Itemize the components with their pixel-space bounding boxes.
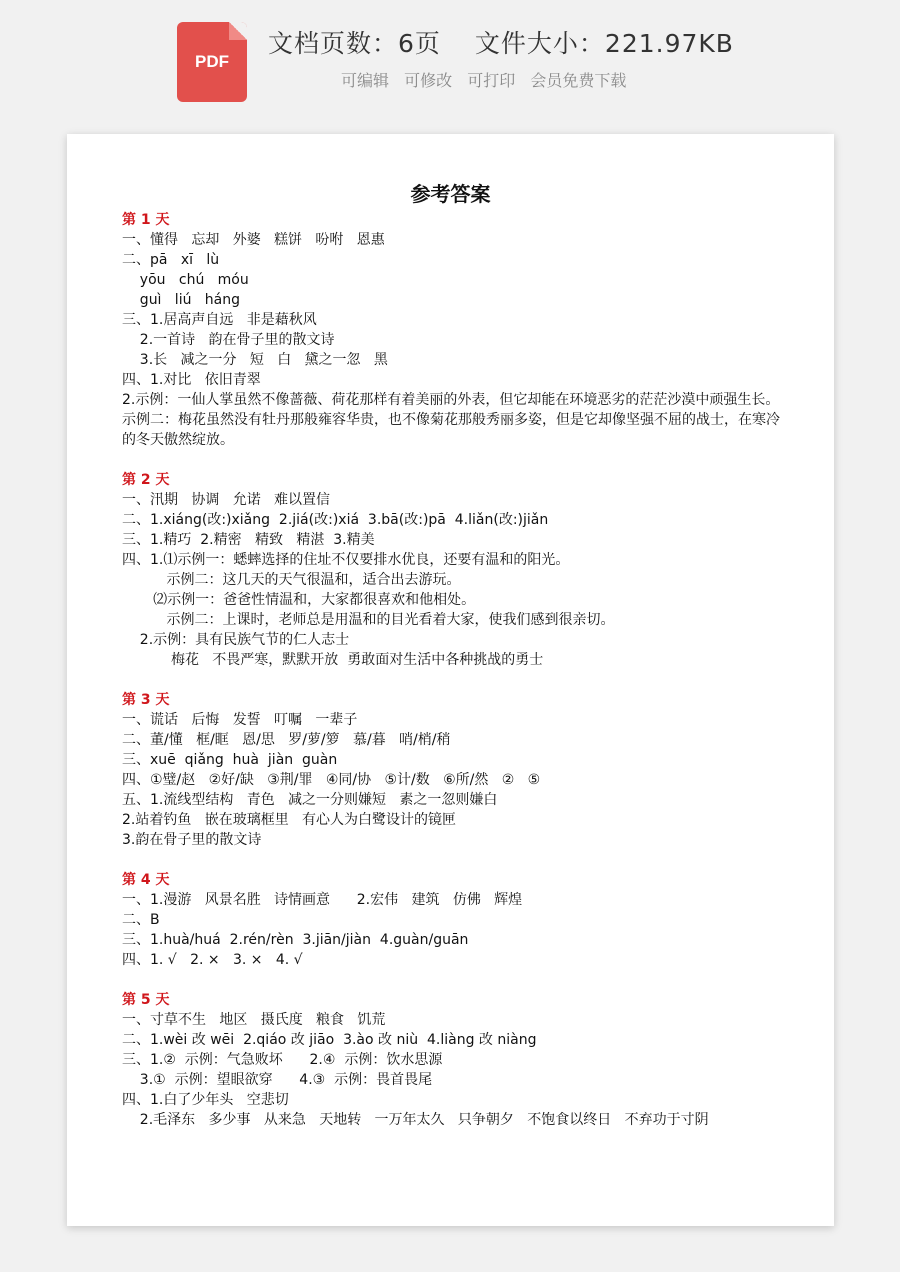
answer-line: 五、1.流线型结构 青色 减之一分则嫌短 素之一忽则嫌白 [122,792,498,808]
answer-line: 2.毛泽东 多少事 从来急 天地转 一万年太久 只争朝夕 不饱食以终日 不弃功于寸阴 [122,1112,709,1128]
section-title-day4: 第 4 天 [122,872,170,888]
answer-line: 二、董/懂 框/眶 恩/思 罗/萝/箩 慕/暮 哨/梢/稍 [122,732,451,748]
file-size: 文件大小：221.97KB [474,29,734,58]
answer-line: 3.① 示例：望眼欲穿 4.③ 示例：畏首畏尾 [122,1072,433,1088]
answer-line: 三、xuē qiǎng huà jiàn guàn [122,752,338,768]
file-info-title [268,24,734,60]
document-page [67,134,834,1226]
answer-line: 二、pā xī lù [122,252,220,268]
answer-line: 一、寸草不生 地区 摄氏度 粮食 饥荒 [122,1012,386,1028]
document-title: 参考答案 [410,182,491,206]
section-title-day5: 第 5 天 [122,992,170,1008]
answer-line: 3.韵在骨子里的散文诗 [122,832,262,848]
tag-modifiable: 可修改 [404,71,453,90]
answer-line: 2.一首诗 韵在骨子里的散文诗 [122,332,335,348]
answer-line: 四、①璧/赵 ②好/缺 ③荆/罪 ④同/协 ⑤计/数 ⑥所/然 ② ⑤ [122,772,541,788]
answer-line: 一、汛期 协调 允诺 难以置信 [122,492,331,508]
page-fold-corner [229,22,247,40]
section-title-day3: 第 3 天 [122,692,170,708]
pdf-label: PDF [195,52,229,71]
pdf-file-icon [177,22,247,102]
section-title-day1: 第 1 天 [122,212,170,228]
answer-line: 一、懂得 忘却 外婆 糕饼 吩咐 恩惠 [122,232,385,248]
page-count: 文档页数：6页 [268,29,441,58]
answer-line: ⑵示例一：爸爸性情温和，大家都很喜欢和他相处。 [122,592,476,608]
answer-line: 二、1.wèi 改 wēi 2.qiáo 改 jiāo 3.ào 改 niù 4.liàng 改 niàng [122,1032,537,1048]
answer-paragraph: 示例二：梅花虽然没有牡丹那般雍容华贵，也不像菊花那般秀丽多姿，但是它却像坚强不屈的战士，在寒冷的冬天傲然绽放。 [122,412,780,448]
answer-line: 示例二：上课时，老师总是用温和的目光看着大家，使我们感到很亲切。 [122,612,615,628]
answer-line: guì liú háng [122,292,241,308]
answer-line: 一、1.漫游 风景名胜 诗情画意 2.宏伟 建筑 仿佛 辉煌 [122,892,523,908]
answer-line: 四、1.⑴示例一：蟋蟀选择的住址不仅要排水优良，还要有温和的阳光。 [122,552,570,568]
answer-line: 3.长 减之一分 短 白 黛之一忽 黑 [122,352,388,368]
answer-line: 2.示例：具有民族气节的仁人志士 [122,632,350,648]
answer-line: 示例二：这几天的天气很温和，适合出去游玩。 [122,572,461,588]
answer-line: 三、1.huà/huá 2.rén/rèn 3.jiān/jiàn 4.guàn/guān [122,932,469,948]
answer-line: 四、1.对比 依旧青翠 [122,372,261,388]
tag-member-download: 会员免费下载 [530,71,627,90]
header [0,0,900,130]
document-content [122,210,792,1130]
tag-editable: 可编辑 [341,71,390,90]
answer-line: 四、1. √ 2. × 3. × 4. √ [122,952,303,968]
answer-line: 三、1.居高声自远 非是藉秋风 [122,312,317,328]
answer-paragraph: 2.示例：一仙人掌虽然不像蔷薇、荷花那样有着美丽的外表，但它却能在环境恶劣的茫茫沙漠中顽强生长。 [122,392,780,408]
answer-line: yōu chú móu [122,272,249,288]
answer-line: 梅花 不畏严寒，默默开放 勇敢面对生活中各种挑战的勇士 [122,652,544,668]
tag-printable: 可打印 [467,71,516,90]
answer-line: 2.站着钓鱼 嵌在玻璃框里 有心人为白鹭设计的镜匣 [122,812,457,828]
answer-line: 四、1.白了少年头 空悲切 [122,1092,289,1108]
answer-line: 二、B [122,912,160,928]
answer-line: 三、1.② 示例：气急败坏 2.④ 示例：饮水思源 [122,1052,443,1068]
section-title-day2: 第 2 天 [122,472,170,488]
answer-line: 二、1.xiáng(改:)xiǎng 2.jiá(改:)xiá 3.bā(改:)pā 4.liǎn(改:)jiǎn [122,512,549,528]
feature-tags [341,68,626,91]
answer-line: 一、谎话 后悔 发誓 叮嘱 一辈子 [122,712,358,728]
answer-line: 三、1.精巧 2.精密 精致 精湛 3.精美 [122,532,375,548]
